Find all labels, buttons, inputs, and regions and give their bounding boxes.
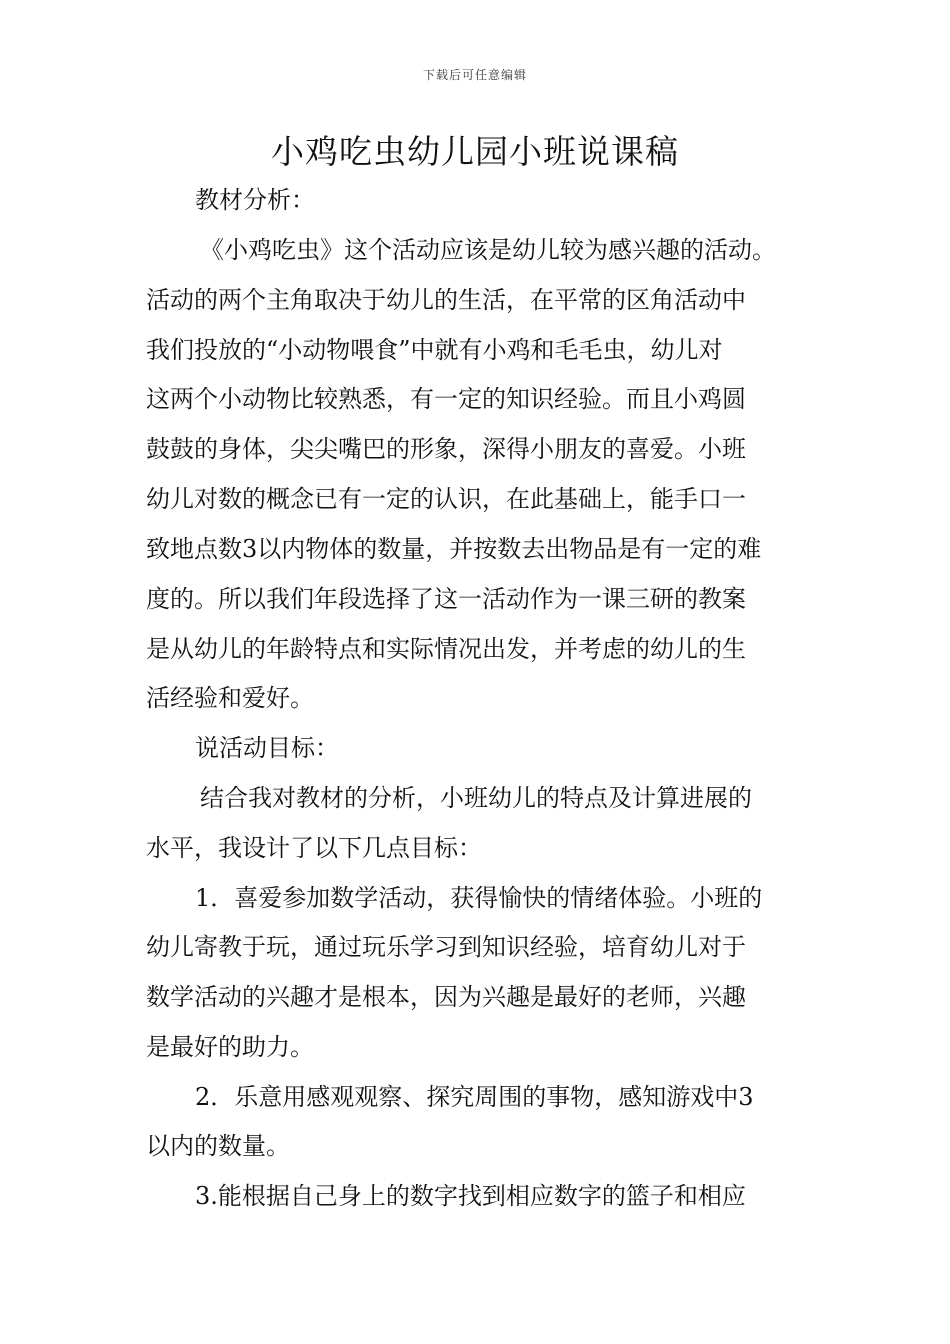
paragraph-line: 致地点数3以内物体的数量，并按数去出物品是有一定的难 [146,535,762,563]
paragraph-line: 水平，我设计了以下几点目标： [146,834,482,862]
paragraph-line: 是最好的助力。 [146,1033,314,1061]
page-header-note: 下载后可任意编辑 [422,68,527,82]
paragraph-line: 幼儿对数的概念已有一定的认识，在此基础上，能手口一 [146,485,746,513]
paragraph-line: 我们投放的“小动物喂食”中就有小鸡和毛毛虫，幼儿对 [146,336,723,364]
paragraph-line: 这两个小动物比较熟悉，有一定的知识经验。而且小鸡圆 [146,385,746,413]
section-heading-activity-goals: 说活动目标： [195,734,339,762]
paragraph-line: 《小鸡吃虫》这个活动应该是幼儿较为感兴趣的活动。 [200,236,776,264]
paragraph-line: 幼儿寄教于玩，通过玩乐学习到知识经验，培育幼儿对于 [146,933,746,961]
goal-item-3: 3.能根据自己身上的数字找到相应数字的篮子和相应 [195,1182,746,1210]
paragraph-line: 活经验和爱好。 [146,684,314,712]
paragraph-line: 数学活动的兴趣才是根本，因为兴趣是最好的老师，兴趣 [146,983,746,1011]
goal-item-2: 2．乐意用感观观察、探究周围的事物，感知游戏中3 [195,1083,754,1111]
goal-item-1: 1．喜爱参加数学活动，获得愉快的情绪体验。小班的 [195,884,763,912]
section-heading-material-analysis: 教材分析： [195,186,315,214]
paragraph-line: 活动的两个主角取决于幼儿的生活，在平常的区角活动中 [146,286,746,314]
paragraph-line: 以内的数量。 [146,1132,290,1160]
paragraph-line: 鼓鼓的身体，尖尖嘴巴的形象，深得小朋友的喜爱。小班 [146,435,746,463]
paragraph-line: 是从幼儿的年龄特点和实际情况出发，并考虑的幼儿的生 [146,635,746,663]
document-title: 小鸡吃虫幼儿园小班说课稿 [271,132,679,171]
paragraph-line: 结合我对教材的分析，小班幼儿的特点及计算进展的 [200,784,752,812]
paragraph-line: 度的。所以我们年段选择了这一活动作为一课三研的教案 [146,585,746,613]
